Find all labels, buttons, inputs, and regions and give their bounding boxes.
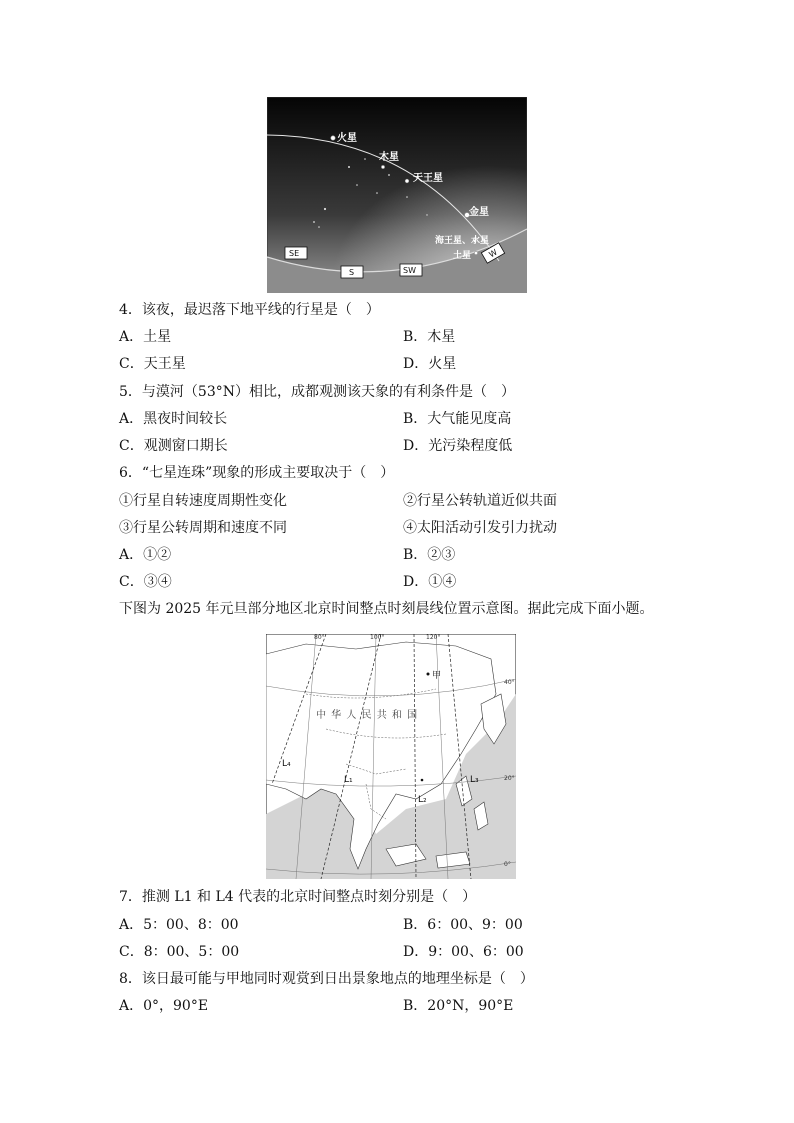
q8-option-a[interactable]: A．0°，90°E xyxy=(119,998,209,1014)
q6-statement-1: ①行星自转速度周期性变化 xyxy=(119,493,287,509)
saturn-dot xyxy=(474,251,477,254)
q4-option-b[interactable]: B．木星 xyxy=(403,329,456,345)
map-intro-text: 下图为 2025 年元旦部分地区北京时间整点时刻晨线位置示意图。据此完成下面小题。 xyxy=(119,601,654,617)
neptune-mercury-label: 海王星、水星 xyxy=(435,236,490,246)
marker-point xyxy=(421,779,424,782)
q5-option-d[interactable]: D．光污染程度低 xyxy=(403,438,513,454)
uranus-label: 天王星 xyxy=(413,173,443,184)
q8-stem: 8．该日最可能与甲地同时观赏到日出景象地点的地理坐标是（ ） xyxy=(119,971,534,987)
l1-label: L₁ xyxy=(344,775,353,785)
lon-120-label: 120° xyxy=(426,634,441,641)
direction-sw: SW xyxy=(403,266,416,275)
sky-planets-figure xyxy=(267,97,527,293)
mars-dot xyxy=(331,136,335,140)
q6-option-a[interactable]: A．①② xyxy=(119,547,172,563)
q4-stem: 4．该夜，最迟落下地平线的行星是（ ） xyxy=(119,302,380,318)
lat-40-label: 40° xyxy=(504,679,515,686)
uranus-dot xyxy=(405,179,409,183)
lat-20-label: 20° xyxy=(504,775,515,782)
q6-option-b[interactable]: B．②③ xyxy=(403,547,456,563)
country-label: 中 华 人 民 共 和 国 xyxy=(316,710,419,721)
jia-label: 甲 xyxy=(432,671,442,681)
q6-statement-3: ③行星公转周期和速度不同 xyxy=(119,520,287,536)
q7-option-a[interactable]: A．5：00、8：00 xyxy=(119,917,239,933)
dawn-line-map-figure xyxy=(266,634,516,879)
q7-stem: 7．推测 L1 和 L4 代表的北京时间整点时刻分别是（ ） xyxy=(119,889,477,905)
direction-se: SE xyxy=(289,249,300,258)
q6-stem: 6．“七星连珠”现象的形成主要取决于（ ） xyxy=(119,465,395,481)
lon-100-label: 100° xyxy=(370,634,385,641)
q8-option-b[interactable]: B．20°N，90°E xyxy=(403,998,514,1014)
q6-option-d[interactable]: D．①④ xyxy=(403,574,457,590)
q5-option-b[interactable]: B．大气能见度高 xyxy=(403,411,512,427)
jia-point xyxy=(427,673,430,676)
saturn-label: 土星 xyxy=(453,251,472,261)
q6-statement-4: ④太阳活动引发引力扰动 xyxy=(403,520,557,536)
l2-label: L₂ xyxy=(418,795,427,805)
q5-option-a[interactable]: A．黑夜时间较长 xyxy=(119,411,228,427)
lat-0-label: 0° xyxy=(504,861,511,868)
q4-option-d[interactable]: D．火星 xyxy=(403,356,457,372)
direction-s: S xyxy=(349,268,355,277)
q4-option-c[interactable]: C．天王星 xyxy=(119,356,186,372)
q7-option-d[interactable]: D．9：00、6：00 xyxy=(403,944,524,960)
q5-stem: 5．与漠河（53°N）相比，成都观测该天象的有利条件是（ ） xyxy=(119,384,515,400)
q7-option-b[interactable]: B．6：00、9：00 xyxy=(403,917,523,933)
l3-label: L₃ xyxy=(470,775,479,785)
q6-statement-2: ②行星公转轨道近似共面 xyxy=(403,493,557,509)
jupiter-dot xyxy=(381,165,384,168)
jupiter-label: 木星 xyxy=(379,152,399,163)
l4-label: L₄ xyxy=(282,759,291,769)
q5-option-c[interactable]: C．观测窗口期长 xyxy=(119,438,228,454)
mars-label: 火星 xyxy=(337,133,357,144)
q7-option-c[interactable]: C．8：00、5：00 xyxy=(119,944,240,960)
q6-option-c[interactable]: C．③④ xyxy=(119,574,172,590)
venus-label: 金星 xyxy=(469,207,489,218)
lon-80-label: 80° xyxy=(314,634,325,641)
q4-option-a[interactable]: A．土星 xyxy=(119,329,172,345)
direction-w: W xyxy=(487,247,499,260)
